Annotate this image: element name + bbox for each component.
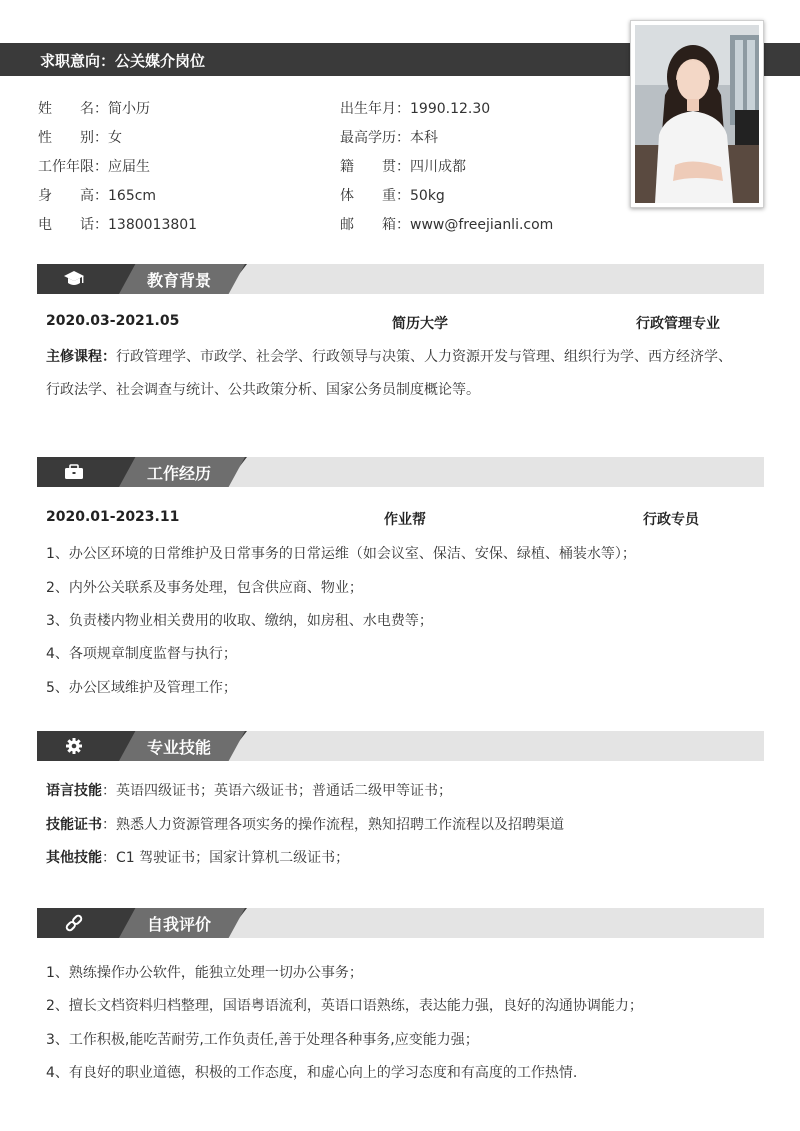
graduation-cap-icon	[63, 270, 85, 288]
info-value: 165cm	[108, 188, 157, 204]
skill-item	[46, 847, 349, 867]
job-intention-title: 求职意向：公关媒介岗位	[40, 52, 206, 70]
gear-icon	[63, 737, 85, 755]
info-value: 1990.12.30	[410, 101, 491, 117]
self-eval-section-header	[37, 908, 764, 938]
education-school: 简历大学	[392, 316, 448, 332]
profile-photo	[630, 20, 764, 208]
info-weight	[340, 185, 445, 205]
info-value: 女	[108, 130, 122, 146]
info-name	[38, 98, 150, 118]
skills-title: 专业技能	[147, 738, 212, 757]
education-courses-line	[46, 346, 732, 366]
work-duty-item: 4、各项规章制度监督与执行；	[46, 646, 237, 662]
info-label: 体 重：	[340, 188, 410, 204]
info-value: 四川成都	[410, 159, 466, 175]
work-section-header	[37, 457, 764, 487]
education-section-header	[37, 264, 764, 294]
skill-text: ：熟悉人力资源管理各项实务的操作流程，熟知招聘工作流程以及招聘渠道	[102, 817, 564, 833]
self-eval-item: 2、擅长文档资料归档整理，国语粤语流利，英语口语熟练，表达能力强，良好的沟通协调能力；	[46, 998, 643, 1014]
self-eval-title: 自我评价	[147, 915, 212, 934]
briefcase-icon	[63, 463, 85, 481]
work-duty-item: 1、办公区环境的日常维护及日常事务的日常运维（如会议室、保洁、安保、绿植、桶装水等）；	[46, 546, 636, 562]
link-icon	[63, 914, 85, 932]
info-label: 姓 名：	[38, 101, 108, 117]
skills-section-header	[37, 731, 764, 761]
skill-text: ：C1 驾驶证书；国家计算机二级证书；	[102, 850, 350, 866]
work-title: 工作经历	[147, 464, 212, 483]
info-hometown	[340, 156, 466, 176]
education-title: 教育背景	[147, 271, 212, 290]
info-gender	[38, 127, 122, 147]
info-label: 身 高：	[38, 188, 108, 204]
info-label: 籍 贯：	[340, 159, 410, 175]
skill-label: 其他技能	[46, 850, 102, 866]
info-label: 最高学历：	[340, 130, 410, 146]
work-duty-item: 5、办公区域维护及管理工作；	[46, 680, 237, 696]
work-company: 作业帮	[384, 512, 426, 528]
info-birth	[340, 98, 490, 118]
self-eval-item: 1、熟练操作办公软件，能独立处理一切办公事务；	[46, 965, 363, 981]
self-eval-item: 3、工作积极,能吃苦耐劳,工作负责任,善于处理各种事务,应变能力强；	[46, 1032, 479, 1048]
info-value: 1380013801	[108, 217, 198, 233]
info-label: 邮 箱：	[340, 217, 410, 233]
info-height	[38, 185, 156, 205]
info-label: 电 话：	[38, 217, 108, 233]
work-position: 行政专员	[643, 512, 699, 528]
info-email	[340, 214, 553, 234]
work-duty-item: 3、负责楼内物业相关费用的收取、缴纳，如房租、水电费等；	[46, 613, 433, 629]
info-value: www@freejianli.com	[410, 217, 554, 233]
info-value: 50kg	[410, 188, 445, 204]
work-period: 2020.01-2023.11	[46, 509, 180, 525]
skill-label: 技能证书	[46, 817, 102, 833]
courses-text: 行政管理学、市政学、社会学、行政领导与决策、人力资源开发与管理、组织行为学、西方经济学、	[116, 349, 732, 365]
education-courses-line-2: 行政法学、社会调查与统计、公共政策分析、国家公务员制度概论等。	[46, 382, 480, 398]
work-duty-item: 2、内外公关联系及事务处理，包含供应商、物业；	[46, 580, 363, 596]
skill-item	[46, 814, 564, 834]
info-value: 应届生	[108, 159, 150, 175]
skill-label: 语言技能	[46, 783, 102, 799]
info-phone	[38, 214, 197, 234]
info-work-years	[38, 156, 150, 176]
skill-item	[46, 780, 452, 800]
info-label: 出生年月：	[340, 101, 410, 117]
education-major: 行政管理专业	[636, 316, 720, 332]
courses-label: 主修课程：	[46, 349, 116, 365]
info-value: 本科	[410, 130, 438, 146]
profile-photo-image	[635, 25, 759, 203]
info-label: 性 别：	[38, 130, 108, 146]
info-education-level	[340, 127, 438, 147]
self-eval-item: 4、有良好的职业道德，积极的工作态度，和虚心向上的学习态度和有高度的工作热情.	[46, 1065, 578, 1081]
info-label: 工作年限：	[38, 159, 108, 175]
info-value: 简小历	[108, 101, 150, 117]
education-period: 2020.03-2021.05	[46, 313, 180, 329]
skill-text: ：英语四级证书；英语六级证书；普通话二级甲等证书；	[102, 783, 452, 799]
